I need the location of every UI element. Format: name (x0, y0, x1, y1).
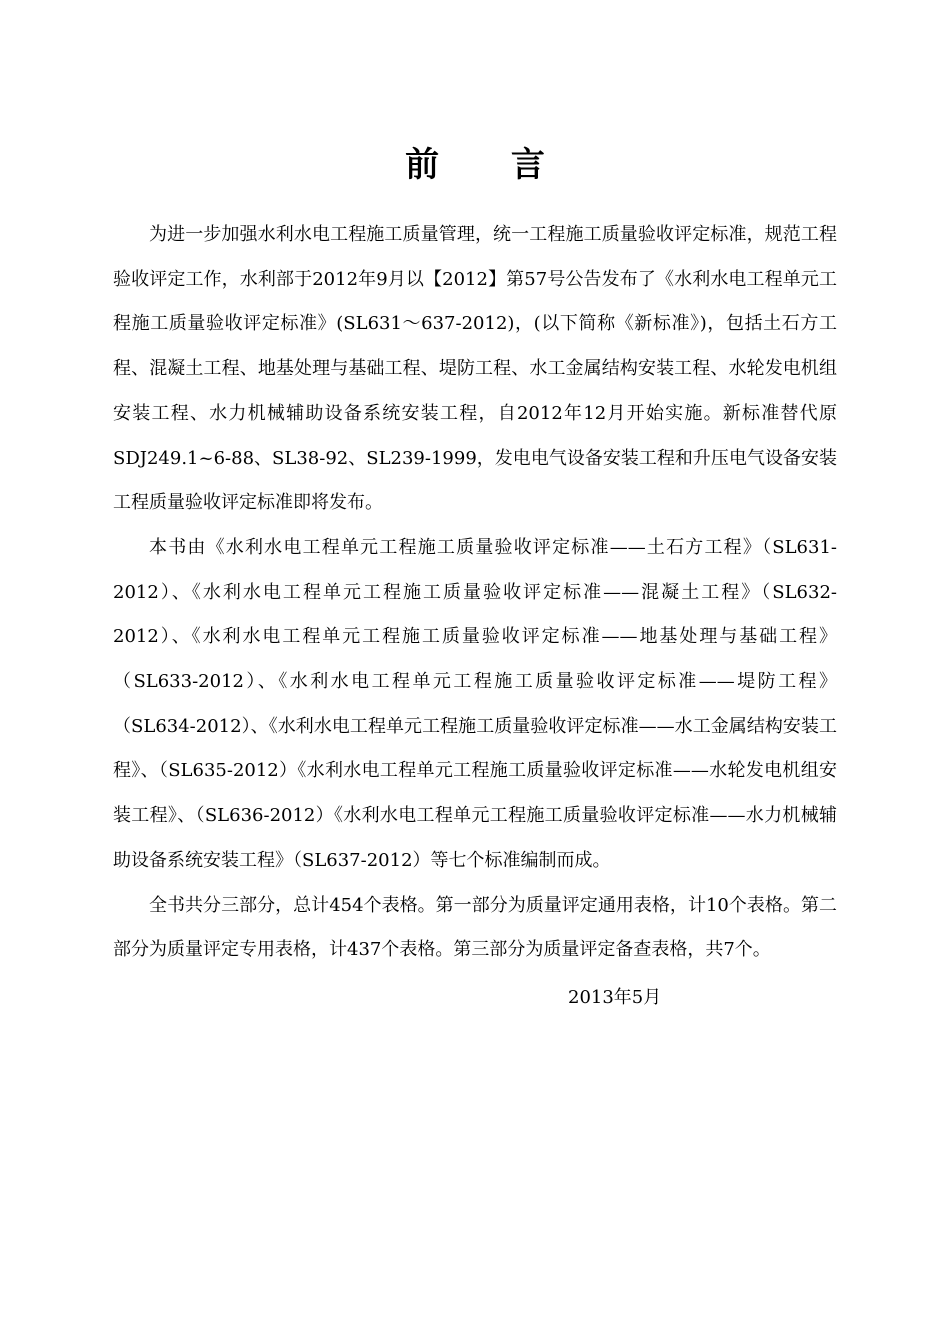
paragraph-composition: 本书由《水利水电工程单元工程施工质量验收评定标准——土石方工程》（SL631-2012）、《水利水电工程单元工程施工质量验收评定标准——混凝土工程》（SL632-2012）、《水利水电工程单元工程施工质量验收评定标准——地基处理与基础工程》（SL633-2012）、《水利水电工程单元工程施工质量验收评定标准——堤防工程》（SL634-2012）、《水利水电工程单元工程施工质量验收评定标准——水工金属结构安装工程》、（SL635-2012）《水利水电工程单元工程施工质量验收评定标准——水轮发电机组安装工程》、（SL636-2012）《水利水电工程单元工程施工质量验收评定标准——水力机械辅助设备系统安装工程》（SL637-2012）等七个标准编制而成。 (113, 536, 837, 871)
page-title: 前 言 (405, 145, 575, 185)
paragraph-background: 为进一步加强水利水电工程施工质量管理，统一工程施工质量验收评定标准，规范工程验收评定工作，水利部于2012年9月以【2012】第57号公告发布了《水利水电工程单元工程施工质量验收评定标准》(SL631～637-2012)，(以下简称《新标准》)，包括土石方工程、混凝土工程、地基处理与基础工程、堤防工程、水工金属结构安装工程、水轮发电机组安装工程、水力机械辅助设备系统安装工程，自2012年12月开始实施。新标准替代原SDJ249.1~6-88、SL38-92、SL239-1999，发电电气设备安装工程和升压电气设备安装工程质量验收评定标准即将发布。 (113, 224, 837, 514)
paragraph-structure: 全书共分三部分，总计454个表格。第一部分为质量评定通用表格，计10个表格。第二部分为质量评定专用表格，计437个表格。第三部分为质量评定备查表格，共7个。 (113, 894, 837, 961)
document-date: 2013年5月 (568, 987, 662, 1008)
preface-body (113, 213, 837, 973)
